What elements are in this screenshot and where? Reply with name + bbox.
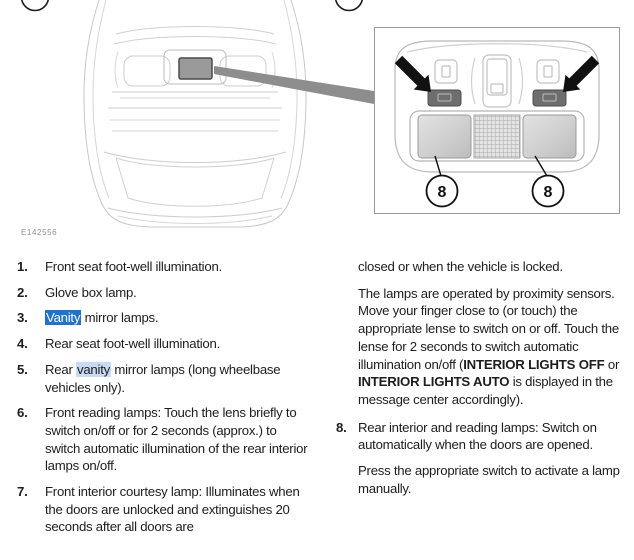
item-number: 2. [17,284,28,300]
callout-number-8-left: 8 [437,184,447,201]
item-text [45,361,313,396]
item-text-rest: mirror lamps (long wheelbase vehicles only). [45,361,281,395]
item-number: 7. [17,484,28,500]
item-text-rest: mirror lamps. [81,310,159,326]
list-item-7 [17,483,313,536]
arrow-icon-left [395,56,431,92]
item-7-continuation: closed or when the vehicle is locked. [358,259,563,274]
item-text-pre: Rear [45,361,76,377]
paragraph-text: The lamps are operated by proximity sensors. Move your finger close to (or touch) the appropriate lense to switch on or off. Touch the lense for 2 seconds to switch automatic illumination on/off ( [358,285,619,372]
callout-circle-cropped-left [22,0,49,11]
roof-console-closeup-diagram [375,28,619,213]
figure-reference-code: E142556 [21,228,58,237]
item-text [45,309,313,327]
item-text: Glove box lamp. [45,284,137,300]
paragraph-text: or [604,356,620,372]
list-item-8 [336,419,628,454]
callout-circle-cropped-right [336,0,363,11]
item-number: 8. [336,419,347,435]
list-item-6 [17,404,313,475]
item-text: Rear seat foot-well illumination. [45,336,220,352]
callout-number-8-right: 8 [543,184,553,201]
map-switch-right [537,60,559,83]
text-column-right [336,258,628,506]
text-column-left [17,258,313,544]
callout-line-left [435,156,441,176]
reading-lamp-button-left [428,90,461,106]
item-text: Front interior courtesy lamp: Illuminates when the doors are unlocked and extinguishes 20 seconds after all doors are [45,484,300,535]
map-switch-left [435,60,457,83]
list-item-2 [17,284,313,302]
item-number: 6. [17,405,28,421]
list-item-1 [17,258,313,276]
callout-line-right [535,156,547,176]
lamp-lens-left [418,115,471,158]
center-textured-panel [474,115,520,158]
message-interior-lights-auto: INTERIOR LIGHTS AUTO [358,374,510,390]
paragraph-text: is displayed in the message center accordingly). [358,374,613,407]
search-match-active: Vanity [46,310,81,326]
item-text: Front reading lamps: Touch the lens briefly to switch on/off or for 2 seconds (approx.) to switch automatic illumination of the rear interior lamps on/off. [45,405,308,474]
search-match-secondary: vanity [77,361,110,377]
lamp-lens-right [523,115,576,158]
reading-lamp-button-right [533,90,566,106]
roof-console-highlight [179,58,212,79]
list-item-5 [17,361,313,396]
inset-diagram-box [374,27,620,214]
car-outline [84,0,306,227]
item-number: 4. [17,336,28,352]
press-switch-paragraph: Press the appropriate switch to activate a lamp manually. [358,463,620,496]
item-number: 3. [17,310,28,326]
item-text: Front seat foot-well illumination. [45,259,222,274]
message-interior-lights-off: INTERIOR LIGHTS OFF [463,356,605,372]
car-top-view-diagram [0,0,374,252]
arrow-icon-right [563,56,599,92]
list-item-4 [17,335,313,353]
item-number: 5. [17,361,28,377]
item-number: 1. [17,259,28,274]
item-text: Rear interior and reading lamps: Switch on automatically when the doors are opened. [358,419,597,453]
list-item-3 [17,309,313,327]
proximity-sensors-paragraph [358,285,628,409]
figure-area [0,0,634,252]
